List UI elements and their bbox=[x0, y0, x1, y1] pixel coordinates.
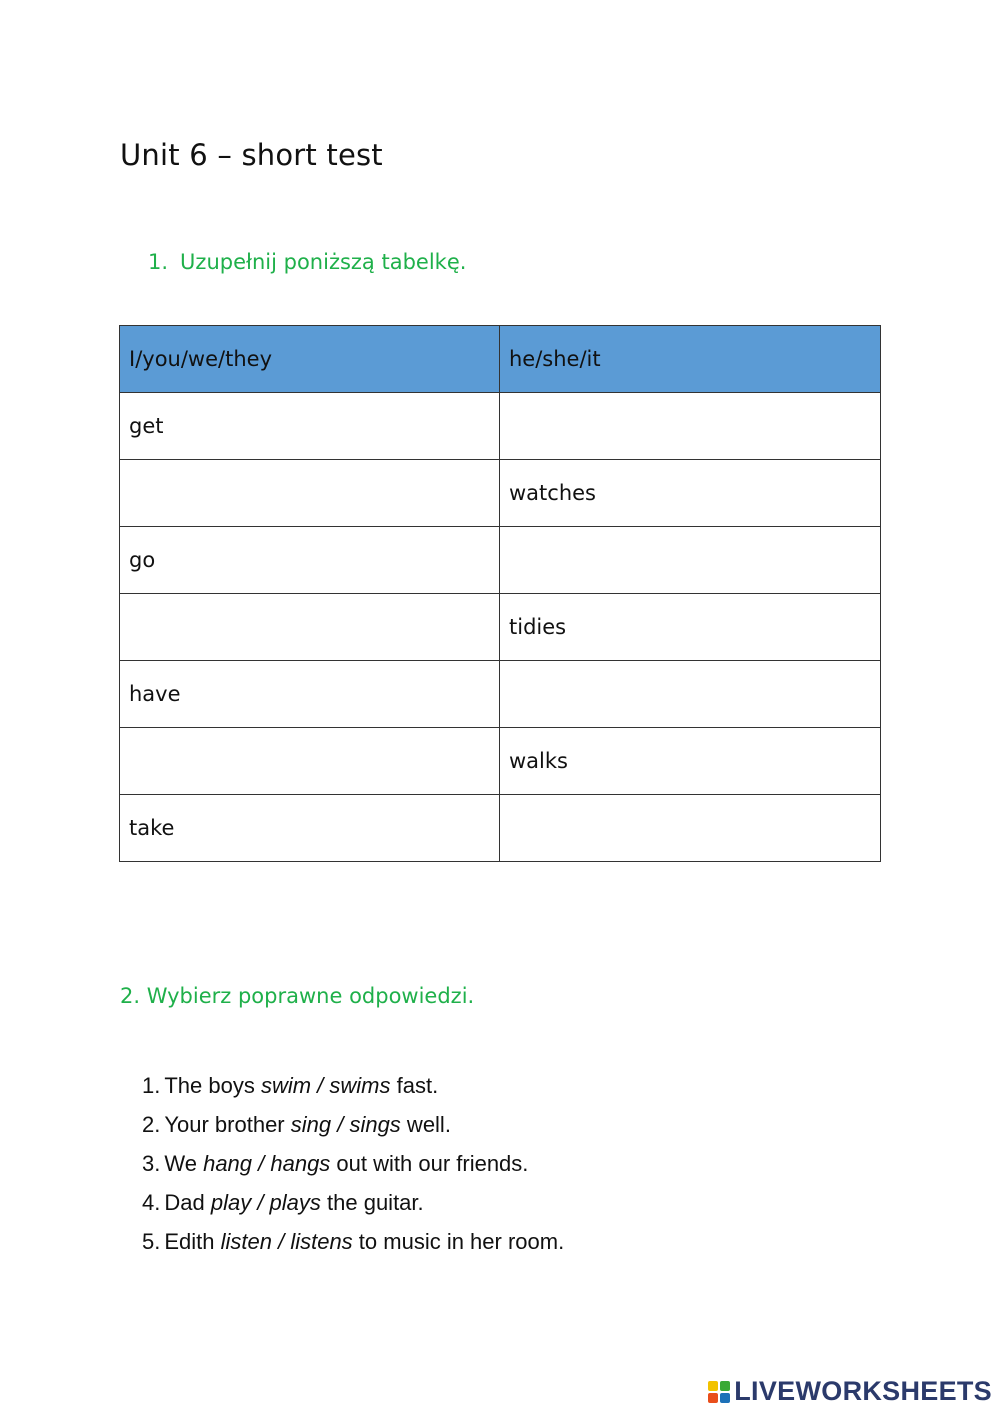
sentence-before: The boys bbox=[164, 1073, 261, 1098]
cell-base-form: go bbox=[120, 527, 500, 594]
cell-base-form: take bbox=[120, 795, 500, 862]
sentence-list bbox=[142, 1066, 564, 1261]
sentence-after: fast. bbox=[390, 1073, 439, 1098]
sentence-before: Dad bbox=[164, 1190, 211, 1215]
sentence-after: out with our friends. bbox=[330, 1151, 529, 1176]
table-header-row bbox=[120, 326, 881, 393]
sentence-item bbox=[142, 1105, 564, 1144]
sentence-number: 4. bbox=[142, 1190, 161, 1215]
cell-base-form: have bbox=[120, 661, 500, 728]
liveworksheets-logo-icon bbox=[708, 1381, 730, 1403]
answer-cell[interactable] bbox=[500, 527, 881, 594]
exercise-1-number: 1. bbox=[148, 250, 169, 274]
table-row bbox=[120, 393, 881, 460]
cell-third-person-form: walks bbox=[500, 728, 881, 795]
answer-cell[interactable] bbox=[120, 594, 500, 661]
table-row bbox=[120, 795, 881, 862]
cell-base-form: get bbox=[120, 393, 500, 460]
answer-cell[interactable] bbox=[120, 728, 500, 795]
exercise-1-text: Uzupełnij poniższą tabelkę. bbox=[180, 250, 467, 274]
exercise-2-number: 2. bbox=[120, 984, 141, 1008]
sentence-item bbox=[142, 1183, 564, 1222]
choice-options[interactable]: play / plays bbox=[210, 1190, 321, 1215]
cell-third-person-form: tidies bbox=[500, 594, 881, 661]
answer-cell[interactable] bbox=[500, 795, 881, 862]
table-row bbox=[120, 661, 881, 728]
logo-square bbox=[708, 1381, 718, 1391]
sentence-after: well. bbox=[400, 1112, 451, 1137]
sentence-item bbox=[142, 1144, 564, 1183]
sentence-number: 3. bbox=[142, 1151, 161, 1176]
header-plural-subjects: I/you/we/they bbox=[120, 326, 500, 393]
choice-options[interactable]: hang / hangs bbox=[203, 1151, 331, 1176]
sentence-after: to music in her room. bbox=[352, 1229, 565, 1254]
logo-square bbox=[720, 1393, 730, 1403]
choice-options[interactable]: sing / sings bbox=[290, 1112, 401, 1137]
answer-cell[interactable] bbox=[120, 460, 500, 527]
choice-options[interactable]: swim / swims bbox=[260, 1073, 391, 1098]
sentence-number: 1. bbox=[142, 1073, 161, 1098]
exercise-2-instruction bbox=[120, 984, 474, 1008]
table-row bbox=[120, 527, 881, 594]
liveworksheets-logo-text: LIVEWORKSHEETS bbox=[734, 1376, 992, 1406]
sentence-before: We bbox=[164, 1151, 204, 1176]
sentence-before: Edith bbox=[164, 1229, 221, 1254]
sentence-item bbox=[142, 1066, 564, 1105]
sentence-number: 5. bbox=[142, 1229, 161, 1254]
answer-cell[interactable] bbox=[500, 393, 881, 460]
table-row bbox=[120, 594, 881, 661]
sentence-number: 2. bbox=[142, 1112, 161, 1137]
choice-options[interactable]: listen / listens bbox=[220, 1229, 353, 1254]
page-title: Unit 6 – short test bbox=[120, 138, 383, 172]
exercise-1-instruction bbox=[148, 250, 466, 274]
verb-forms-table bbox=[119, 325, 881, 862]
liveworksheets-logo bbox=[708, 1376, 992, 1407]
sentence-item bbox=[142, 1222, 564, 1261]
logo-square bbox=[720, 1381, 730, 1391]
logo-square bbox=[708, 1393, 718, 1403]
table-row bbox=[120, 728, 881, 795]
sentence-after: the guitar. bbox=[320, 1190, 424, 1215]
answer-cell[interactable] bbox=[500, 661, 881, 728]
table-row bbox=[120, 460, 881, 527]
cell-third-person-form: watches bbox=[500, 460, 881, 527]
header-singular-subjects: he/she/it bbox=[500, 326, 881, 393]
sentence-before: Your brother bbox=[164, 1112, 291, 1137]
exercise-2-text: Wybierz poprawne odpowiedzi. bbox=[146, 984, 475, 1008]
